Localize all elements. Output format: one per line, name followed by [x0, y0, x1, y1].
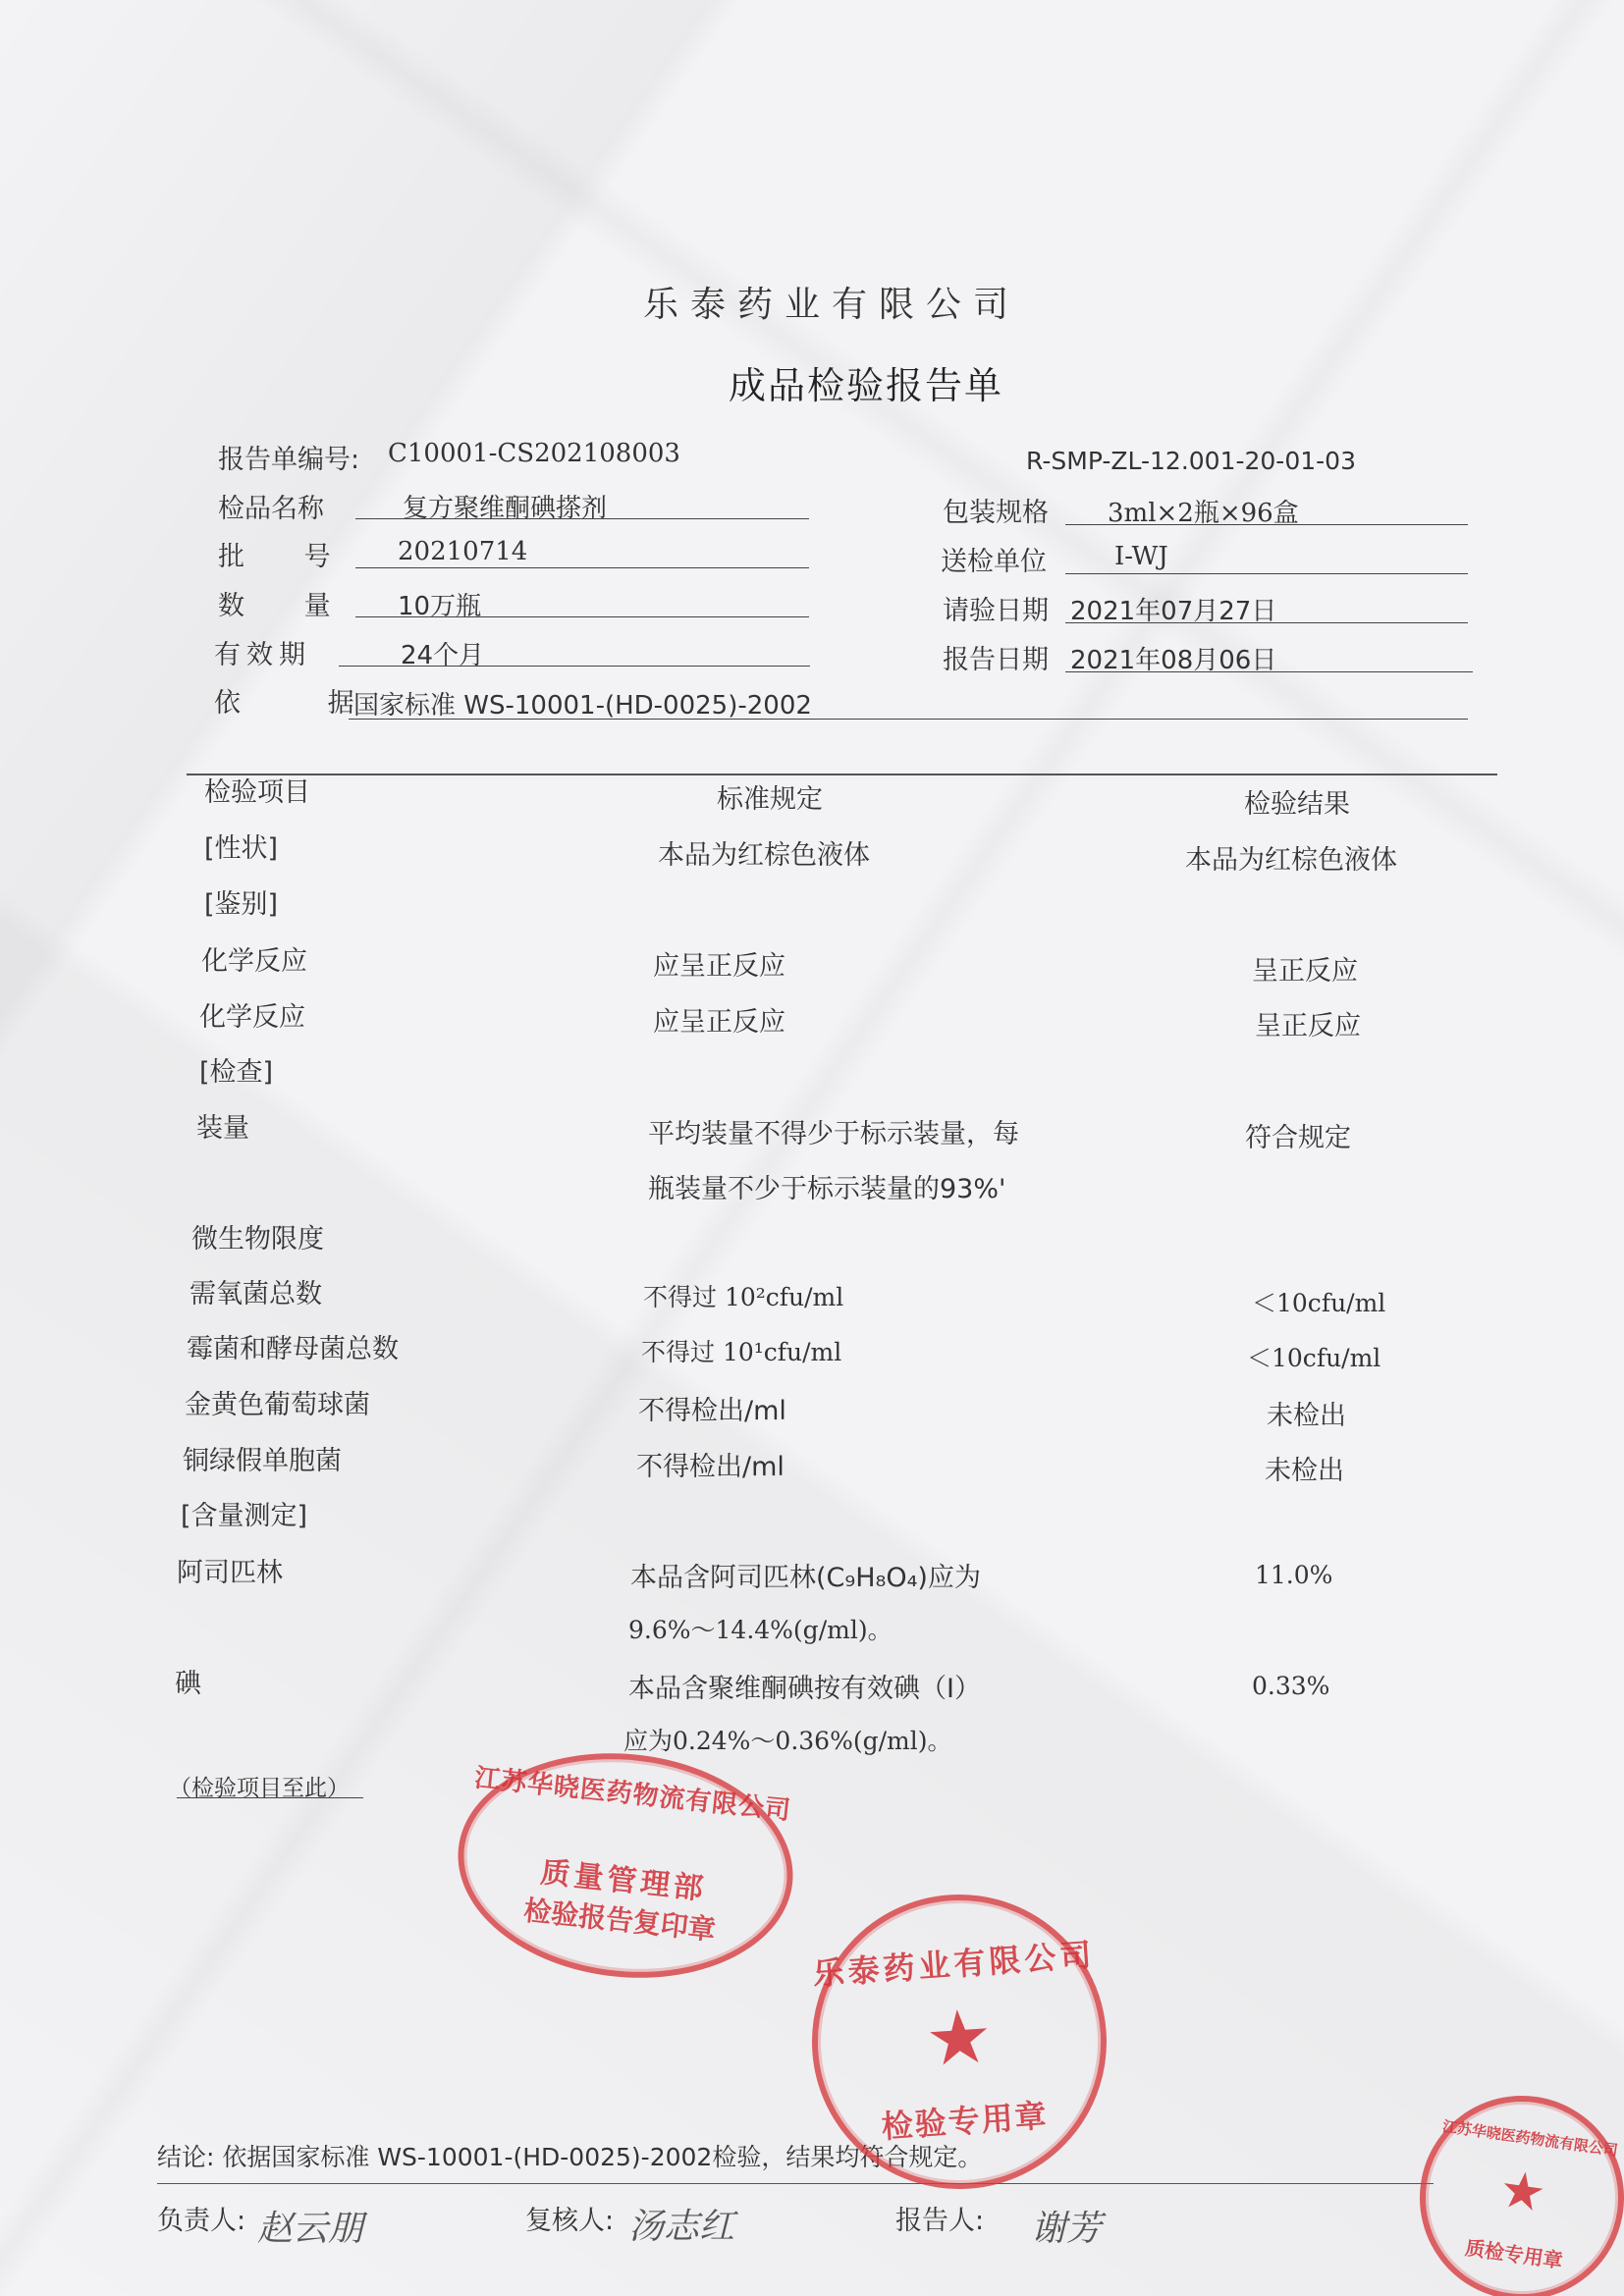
product-name-label: 检品名称: [218, 494, 324, 524]
row-item: [鉴别]: [204, 889, 279, 920]
row-result: ＜10cfu/ml: [1247, 1344, 1381, 1372]
reporter-label: 报告人:: [895, 2206, 985, 2236]
row-standard-cont: 9.6%～14.4%(g/ml)。: [628, 1616, 893, 1644]
row-item: 金黄色葡萄球菌: [185, 1390, 370, 1420]
spec-label: 包装规格: [943, 498, 1049, 528]
row-item: 霉菌和酵母菌总数: [187, 1334, 399, 1364]
qc-seal-stamp: [1407, 2083, 1624, 2296]
spec: 3ml×2瓶×96盒: [1108, 499, 1299, 528]
row-item: 微生物限度: [191, 1224, 324, 1255]
row-item: 化学反应: [199, 1002, 305, 1033]
stamp-ring-text: 江苏华晓医药物流有限公司: [472, 1763, 793, 1827]
star-icon: ★: [922, 1991, 996, 2084]
report-date: 2021年08月06日: [1070, 646, 1277, 675]
basis-label: 依 据: [214, 688, 394, 719]
row-item: 需氧菌总数: [189, 1279, 322, 1309]
row-standard-cont: 瓶装量不少于标示装量的93%': [648, 1174, 1006, 1204]
row-result: 本品为红棕色液体: [1185, 845, 1397, 876]
header-standard: 标准规定: [717, 784, 823, 815]
row-standard: 不得过 10²cfu/ml: [643, 1283, 844, 1311]
row-standard: 本品含阿司匹林(C₉H₈O₄)应为: [630, 1563, 981, 1593]
responsible-signature: 赵云朋: [257, 2209, 364, 2249]
row-standard-cont: 应为0.24%～0.36%(g/ml)。: [623, 1727, 952, 1755]
row-item: [性状]: [204, 833, 279, 864]
quantity: 10万瓶: [398, 592, 482, 621]
stamp-line1: 质量管理部: [538, 1855, 709, 1907]
stamp-ring-text: 乐泰药业有限公司: [811, 1936, 1097, 1994]
section-divider: [187, 774, 1497, 775]
row-standard: 本品含聚维酮碘按有效碘（I）: [628, 1674, 981, 1704]
row-item: 化学反应: [201, 946, 307, 977]
reporter-signature: 谢芳: [1031, 2209, 1103, 2249]
stamp-ring-text: 江苏华晓医药物流有限公司: [1441, 2117, 1619, 2161]
sender-label: 送检单位: [941, 547, 1047, 577]
batch-label: 批 号: [218, 542, 356, 572]
product-name-underline: [355, 518, 809, 519]
header-item: 检验项目: [204, 777, 310, 808]
basis: 国家标准 WS-10001-(HD-0025)-2002: [353, 691, 812, 721]
row-item: 铜绿假单胞菌: [183, 1446, 342, 1476]
row-item: 碘: [175, 1669, 201, 1699]
batch-underline: [355, 567, 809, 568]
row-standard: 应呈正反应: [653, 951, 785, 982]
row-result: 11.0%: [1255, 1561, 1333, 1589]
row-result: 未检出: [1265, 1456, 1344, 1486]
stamp-line2: 检验报告复印章: [521, 1894, 718, 1947]
row-standard: 平均装量不得少于标示装量，每: [648, 1119, 1019, 1149]
report-no: C10001-CS202108003: [388, 439, 680, 468]
row-standard: 不得检出/ml: [636, 1452, 785, 1482]
validity: 24个月: [401, 641, 485, 670]
row-item: 装量: [196, 1113, 249, 1144]
report-date-label: 报告日期: [943, 645, 1049, 675]
reviewer-signature: 汤志红: [628, 2207, 735, 2247]
sender: I-WJ: [1114, 542, 1168, 571]
row-result: 0.33%: [1252, 1672, 1330, 1700]
request-date: 2021年07月27日: [1070, 597, 1277, 626]
end-note-underline: [177, 1797, 363, 1798]
row-item: [检查]: [199, 1057, 274, 1088]
report-no-label: 报告单编号:: [218, 445, 360, 475]
row-result: 符合规定: [1245, 1123, 1351, 1153]
report-title: 成品检验报告单: [729, 364, 1004, 407]
request-date-label: 请验日期: [943, 596, 1049, 626]
company-name: 乐泰药业有限公司: [643, 285, 1021, 325]
row-standard: 本品为红棕色液体: [658, 840, 870, 871]
row-standard: 应呈正反应: [653, 1007, 785, 1038]
row-standard: 不得检出/ml: [638, 1396, 786, 1426]
row-result: 未检出: [1267, 1401, 1346, 1431]
request-date-underline: [1065, 622, 1468, 623]
conclusion: 结论: 依据国家标准 WS-10001-(HD-0025)-2002检验，结果均符合规定。: [157, 2143, 983, 2171]
row-item: [含量测定]: [181, 1501, 308, 1531]
row-result: 呈正反应: [1255, 1011, 1361, 1041]
quantity-underline: [355, 616, 809, 617]
validity-label: 有效期: [214, 640, 311, 670]
doc-code: R-SMP-ZL-12.001-20-01-03: [1026, 447, 1356, 475]
product-name: 复方聚维酮碘搽剂: [403, 494, 608, 523]
footer-divider: [157, 2183, 1434, 2184]
row-standard: 不得过 10¹cfu/ml: [641, 1338, 842, 1366]
end-note: （检验项目至此）: [169, 1776, 350, 1801]
header-result: 检验结果: [1244, 789, 1350, 820]
quality-dept-stamp: [447, 1737, 804, 1995]
sender-underline: [1065, 573, 1468, 574]
star-icon: ★: [1495, 2160, 1550, 2225]
row-result: 呈正反应: [1252, 956, 1358, 987]
row-result: ＜10cfu/ml: [1252, 1289, 1386, 1317]
quantity-label: 数 量: [218, 591, 356, 621]
stamp-bottom-text: 检验专用章: [880, 2096, 1050, 2146]
validity-underline: [339, 666, 810, 667]
row-item: 阿司匹林: [177, 1558, 283, 1588]
stamp-bottom-text: 质检专用章: [1463, 2235, 1565, 2273]
responsible-label: 负责人:: [157, 2206, 246, 2236]
spec-underline: [1065, 524, 1468, 525]
reviewer-label: 复核人:: [525, 2206, 615, 2236]
basis-underline: [349, 719, 1468, 720]
report-date-underline: [1065, 671, 1473, 672]
batch: 20210714: [398, 537, 528, 566]
